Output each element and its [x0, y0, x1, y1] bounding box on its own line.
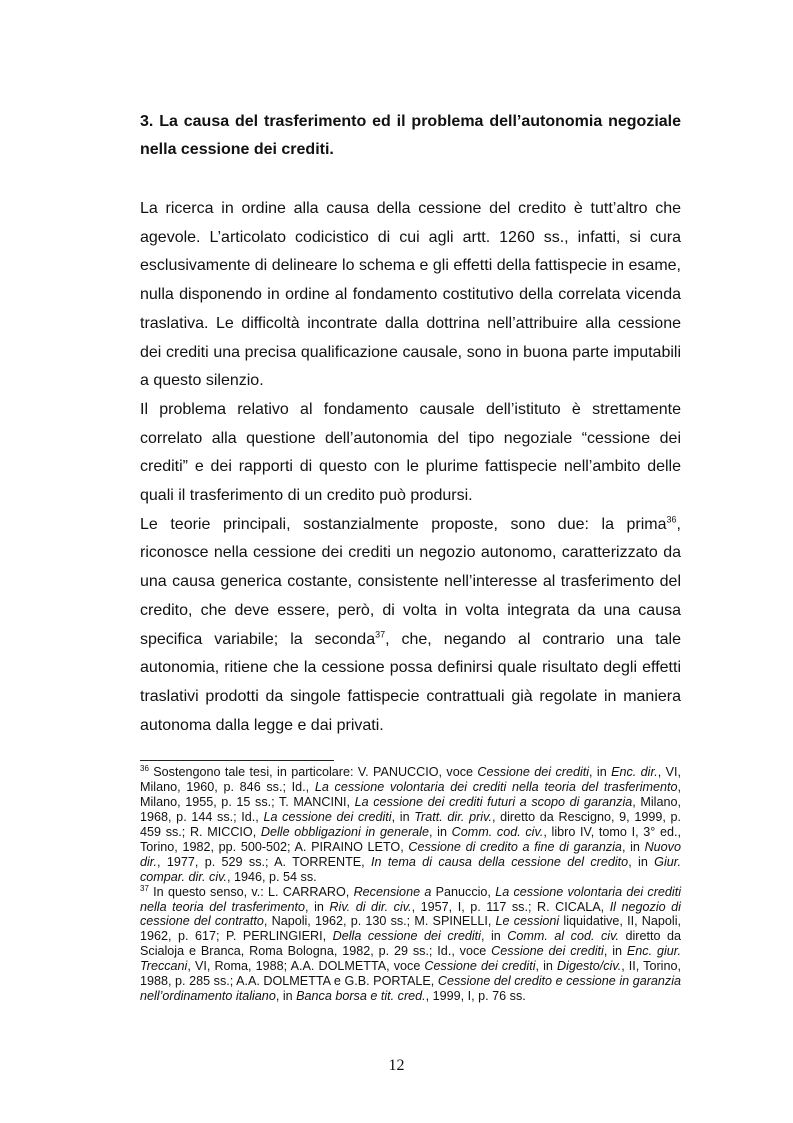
citation-italic: Recensione a [353, 884, 432, 899]
citation-italic: In tema di causa della cessione del credito [371, 854, 629, 869]
footnotes [140, 765, 681, 1004]
citation-italic: Cessione dei crediti [491, 944, 604, 959]
paragraph-1: La ricerca in ordine alla causa della cessione del credito è tutt’altro che agevole. L’articolato codicistico di cui agli artt. 1260 ss., infatti, si cura esclusivamente di delineare lo schema e gli effetti della fattispecie in esame, nulla disponendo in ordine al fondamento costitutivo della correlata vicenda traslativa. Le difficoltà incontrate dalla dottrina nell’attribuire alla cessione dei crediti una precisa qualificazione causale, sono in buona parte imputabili a questo silenzio. [140, 200, 681, 390]
document-page [140, 108, 681, 1004]
citation-text: In questo senso, v.: L. CARRARO, [148, 884, 354, 899]
footnote-number: 37 [140, 883, 149, 893]
citation-italic: La cessione dei crediti [263, 810, 392, 825]
citation-italic: Cessione di credito a fine di garanzia [408, 839, 622, 854]
citation-italic: Banca borsa e tit. cred. [296, 988, 426, 1003]
paragraph-3-text-a: Le teorie principali, sostanzialmente proposte, sono due: la prima [140, 515, 667, 533]
body-text [140, 195, 681, 740]
paragraph-3-text-c: , che, negando al contrario una tale autonomia, ritiene che la cessione possa definirsi quale risultato degli effetti traslativi prodotti da singole fattispecie contrattuali già regolate in maniera autonoma dalla legge e dai privati. [140, 630, 682, 734]
citation-text: , 1946, p. 54 ss. [227, 869, 317, 884]
citation-text: , in [603, 944, 627, 959]
citation-text: , 1957, I, p. 117 ss.; R. CICALA, [411, 899, 610, 914]
citation-italic: Digesto/civ. [557, 959, 622, 974]
citation-text: , in [391, 810, 415, 825]
citation-text: liquidative, II, Napoli, 1962, p. 617; P. PERLINGIERI, [140, 914, 682, 944]
citation-italic: Della cessione dei crediti [332, 929, 481, 944]
citation-text: , in [305, 899, 330, 914]
citation-italic: Cessione dei crediti [477, 765, 590, 780]
paragraph-2: Il problema relativo al fondamento causale dell’istituto è strettamente correlato alla questione dell’autonomia del tipo negoziale “cessione dei crediti” e dei rapporti di questo con le plurime fattispecie nell’ambito delle quali il trasferimento di un credito può prodursi. [140, 400, 681, 505]
citation-italic: Tratt. dir. priv. [414, 810, 492, 825]
footnote-37-text [140, 885, 681, 1003]
citation-italic: Comm. al cod. civ. [507, 929, 619, 944]
citation-italic: Nuovo dir. [140, 839, 681, 869]
citation-italic: La cessione volontaria dei crediti nella teoria del trasferimento [314, 780, 678, 795]
citation-text: , in [628, 854, 655, 869]
citation-italic: Il negozio di cessione del contratto [140, 899, 681, 929]
citation-text: , in [535, 959, 558, 974]
citation-text: , diretto da Rescigno, 9, 1999, p. 459 ss.; R. MICCIO, [140, 810, 682, 839]
citation-text: Panuccio, [431, 884, 496, 899]
citation-italic: Delle obbligazioni in generale [260, 824, 429, 839]
citation-text: , Milano, 1968, p. 144 ss.; Id., [140, 795, 681, 825]
citation-text: , libro IV, tomo I, 3° ed., Torino, 1982, pp. 500-502; A. PIRAINO LETO, [140, 824, 681, 854]
citation-italic: Enc. dir. [611, 765, 658, 780]
citation-text: , in [428, 824, 452, 839]
citation-text: , 1977, p. 529 ss.; A. TORRENTE, [157, 854, 372, 869]
footnote-ref-37: 37 [375, 629, 386, 640]
citation-italic: Le cessioni [495, 914, 560, 929]
citation-text: , in [480, 929, 508, 944]
page-number: 12 [388, 1057, 405, 1074]
citation-text: , VI, Milano, 1960, p. 846 ss.; Id., [140, 765, 681, 795]
citation-text: diretto da Scialoja e Branca, Roma Bologna, 1982, p. 29 ss.; Id., voce [140, 929, 681, 959]
citation-text: , VI, Roma, 1988; A.A. DOLMETTA, voce [187, 959, 425, 974]
citation-italic: Giur. compar. dir. civ. [140, 854, 681, 884]
citation-italic: Comm. cod. civ. [451, 824, 544, 839]
citation-text: Sostengono tale tesi, in particolare: V. PANUCCIO, voce [148, 765, 478, 780]
paragraph-3-text-b: , riconosce nella cessione dei crediti un negozio autonomo, caratterizzato da una causa generica costante, consistente nell’interesse al trasferimento del credito, che deve essere, però, di volta in volta integrata da una causa specifica variabile; la seconda [140, 515, 681, 648]
footnote-37 [140, 885, 681, 1004]
footnote-ref-36: 36 [666, 514, 677, 525]
footnote-separator [140, 760, 334, 761]
citation-text: , Napoli, 1962, p. 130 ss.; M. SPINELLI, [263, 914, 496, 929]
citation-italic: Riv. di dir. civ. [329, 899, 412, 914]
citation-text: , II, Torino, 1988, p. 285 ss.; A.A. DOLMETTA e G.B. PORTALE, [140, 959, 681, 989]
footnote-36-text [140, 765, 681, 883]
footnote-number: 36 [140, 764, 149, 774]
citation-text: , in [621, 839, 645, 854]
citation-text: , Milano, 1955, p. 15 ss.; T. MANCINI, [140, 780, 681, 810]
section-heading: 3. La causa del trasferimento ed il problema dell’autonomia negoziale nella cessione dei crediti. [140, 113, 681, 158]
footnote-36 [140, 765, 681, 884]
citation-italic: Cessione del credito e cessione in garanzia nell’ordinamento italiano [140, 974, 682, 1003]
citation-italic: Cessione dei crediti [424, 959, 536, 974]
citation-italic: Enc. giur. Treccani [140, 944, 681, 974]
citation-text: , in [589, 765, 612, 780]
citation-italic: La cessione volontaria dei crediti nella teoria del trasferimento [140, 884, 682, 914]
citation-text: , 1999, I, p. 76 ss. [425, 988, 526, 1003]
citation-text: , in [275, 988, 297, 1003]
paragraph-3 [140, 511, 681, 741]
citation-italic: La cessione dei crediti futuri a scopo di garanzia [354, 795, 633, 810]
